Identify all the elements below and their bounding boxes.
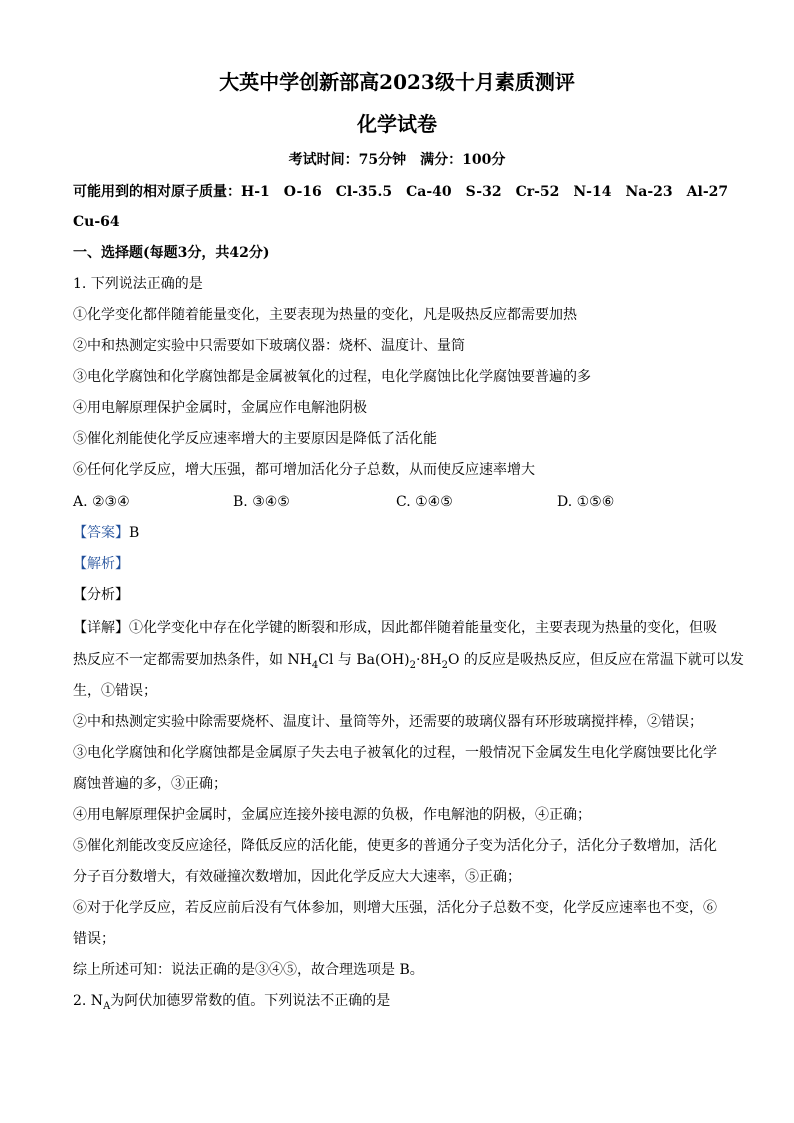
detail-text-2d: O 的反应是吸热反应，但反应在常温下就可以发 [447, 652, 744, 668]
subscript-2a: 2 [409, 659, 417, 671]
detail-line-5: ③电化学腐蚀和化学腐蚀都是金属原子失去电子被氧化的过程，一般情况下金属发生电化学腐蚀要比化学 [73, 745, 717, 761]
detail-line-4: ②中和热测定实验中除需要烧杯、温度计、量筒等外，还需要的玻璃仪器有环形玻璃搅拌棒，②错误； [73, 714, 703, 730]
detail-line-1 [73, 618, 717, 638]
section-heading: 一、选择题(每题3分，共42分) [73, 245, 270, 261]
detail-text-2c: ·8H [416, 652, 442, 668]
option-d: D. ①⑤⑥ [557, 494, 615, 510]
atomic-masses-line1: 可能用到的相对原子质量：H-1 O-16 Cl-35.5 Ca-40 S-32 Cr-52 N-14 Na-23 Al-27 [73, 184, 729, 200]
detail-line-2 [73, 650, 744, 670]
exam-school-title: 大英中学创新部高2023级十月素质测评 [219, 70, 575, 94]
statement-6: ⑥任何化学反应，增大压强，都可增加活化分子总数，从而使反应速率增大 [73, 462, 535, 478]
option-c: C. ①④⑤ [396, 494, 453, 510]
fenxi-tag: 【分析】 [73, 587, 129, 603]
detail-line-3: 生，①错误； [73, 683, 157, 699]
detail-text-1: ①化学变化中存在化学键的断裂和形成，因此都伴随着能量变化，主要表现为热量的变化，但吸 [129, 620, 717, 636]
question-1-stem: 1. 下列说法正确的是 [73, 276, 203, 292]
subscript-a: A [103, 1000, 111, 1012]
detail-text-2a: 热反应不一定都需要加热条件，如 NH [73, 652, 312, 668]
detail-tag: 【详解】 [73, 620, 129, 636]
question-2-stem-a: 2. N [73, 993, 104, 1009]
statement-5: ⑤催化剂能使化学反应速率增大的主要原因是降低了活化能 [73, 431, 437, 447]
statement-4: ④用电解原理保护金属时，金属应作电解池阴极 [73, 400, 367, 416]
exam-subject-title: 化学试卷 [357, 112, 437, 136]
option-a: A. ②③④ [73, 494, 130, 510]
option-b: B. ③④⑤ [233, 494, 290, 510]
detail-line-12: 综上所述可知：说法正确的是③④⑤，故合理选项是 B。 [73, 962, 424, 978]
detail-line-9: 分子百分数增大，有效碰撞次数增加，因此化学反应大大速率，⑤正确； [73, 869, 521, 885]
detail-line-6: 腐蚀普遍的多，③正确； [73, 776, 227, 792]
statement-2: ②中和热测定实验中只需要如下玻璃仪器：烧杯、温度计、量筒 [73, 338, 465, 354]
detail-line-7: ④用电解原理保护金属时，金属应连接外接电源的负极，作电解池的阴极，④正确； [73, 807, 591, 823]
subscript-2b: 2 [441, 659, 448, 671]
answer-value: B [129, 525, 140, 541]
answer-line [73, 523, 139, 543]
detail-line-10: ⑥对于化学反应，若反应前后没有气体参加，则增大压强，活化分子总数不变，化学反应速率也不变，⑥ [73, 900, 717, 916]
detail-line-8: ⑤催化剂能改变反应途径，降低反应的活化能，使更多的普通分子变为活化分子，活化分子数增加，活化 [73, 838, 717, 854]
statement-3: ③电化学腐蚀和化学腐蚀都是金属被氧化的过程，电化学腐蚀比化学腐蚀要普遍的多 [73, 369, 591, 385]
statement-1: ①化学变化都伴随着能量变化，主要表现为热量的变化，凡是吸热反应都需要加热 [73, 307, 577, 323]
detail-line-11: 错误； [73, 931, 115, 947]
question-2-stem [73, 991, 390, 1011]
answer-tag: 【答案】 [73, 525, 129, 541]
analysis-tag: 【解析】 [73, 556, 129, 572]
atomic-masses-line2: Cu-64 [73, 214, 120, 230]
exam-time-score: 考试时间：75分钟 满分：100分 [288, 152, 506, 168]
question-2-stem-b: 为阿伏加德罗常数的值。下列说法不正确的是 [110, 993, 391, 1009]
subscript-4: 4 [311, 659, 319, 671]
detail-text-2b: Cl 与 Ba(OH) [318, 652, 410, 668]
